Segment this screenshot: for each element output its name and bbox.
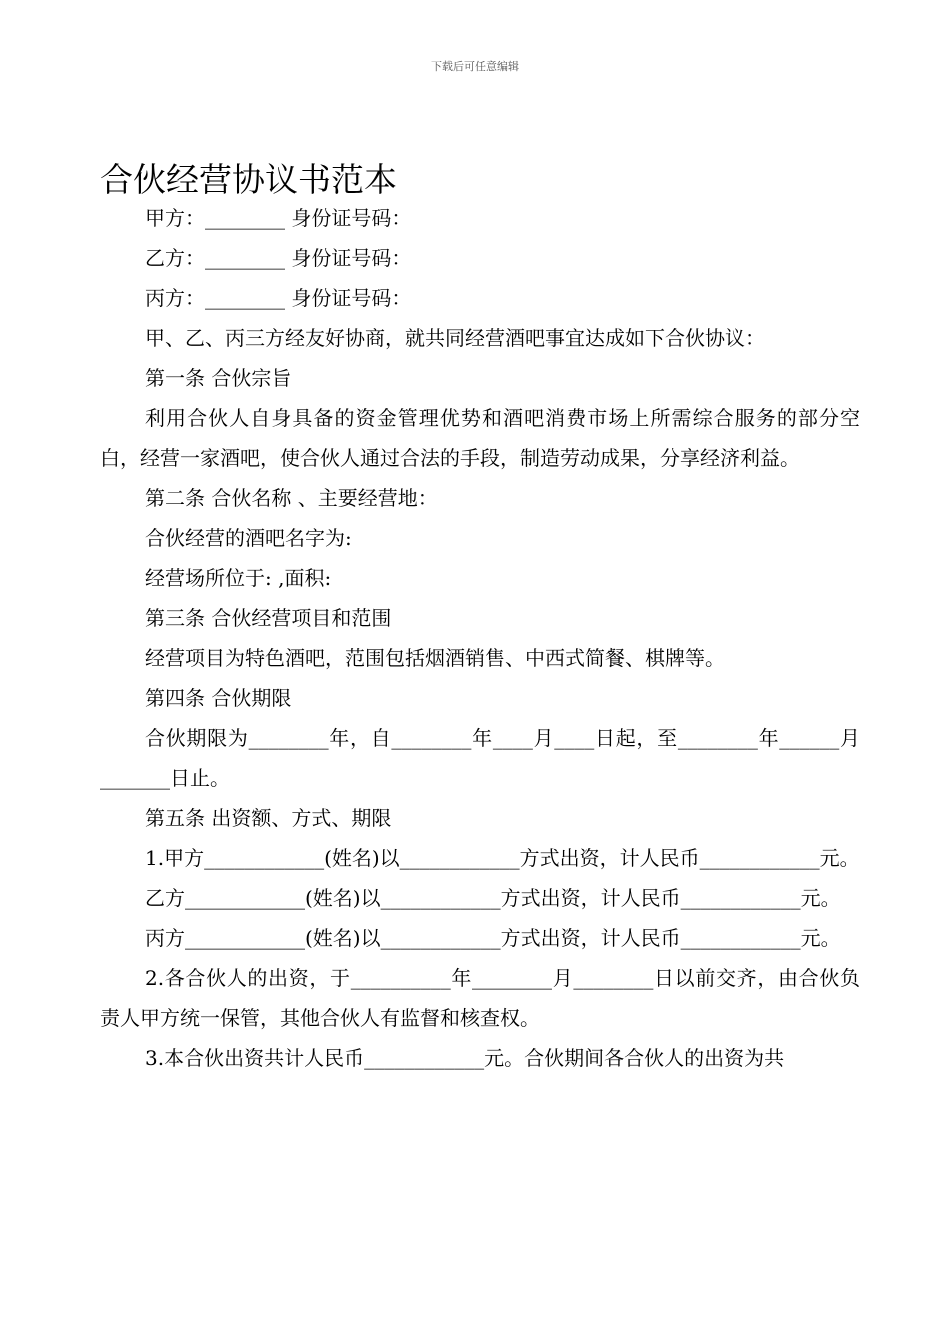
article-3-heading: 第三条 合伙经营项目和范围 <box>145 606 392 630</box>
party-c-line: 丙方：________ 身份证号码： <box>145 286 412 310</box>
location-line: 经营场所位于: ,面积: <box>145 566 332 590</box>
article-4-heading: 第四条 合伙期限 <box>145 686 292 710</box>
document-title: 合伙经营协议书范本 <box>100 160 397 199</box>
contribution-party-a: 1.甲方____________(姓名)以____________方式出资，计人民币____________元。 <box>145 846 860 870</box>
article-1-body: 利用合伙人自身具备的资金管理优势和酒吧消费市场上所需综合服务的部分空白，经营一家酒吧，使合伙人通过合法的手段，制造劳动成果，分享经济利益。 <box>100 406 860 470</box>
article-2-heading: 第二条 合伙名称 、主要经营地： <box>145 486 438 510</box>
contribution-party-b: 乙方____________(姓名)以____________方式出资，计人民币____________元。 <box>145 886 841 910</box>
page-header: 下载后可任意编辑 <box>431 60 519 73</box>
preamble-paragraph: 甲、乙、丙三方经友好协商，就共同经营酒吧事宜达成如下合伙协议： <box>145 326 765 350</box>
article-5-heading: 第五条 出资额、方式、期限 <box>145 806 392 830</box>
contribution-total: 3.本合伙出资共计人民币____________元。合伙期间各合伙人的出资为共 <box>145 1046 785 1070</box>
article-1-heading: 第一条 合伙宗旨 <box>145 366 292 390</box>
document-body <box>100 198 860 1078</box>
article-3-body: 经营项目为特色酒吧，范围包括烟酒销售、中西式简餐、棋牌等。 <box>145 646 725 670</box>
contribution-deadline: 2.各合伙人的出资，于__________年________月________日以前交齐，由合伙负责人甲方统一保管，其他合伙人有监督和核查权。 <box>100 966 860 1030</box>
bar-name-line: 合伙经营的酒吧名字为: <box>145 526 352 550</box>
article-4-body: 合伙期限为________年，自________年____月____日起，至________年______月_______日止。 <box>100 726 860 790</box>
party-a-line: 甲方：________ 身份证号码： <box>145 206 412 230</box>
party-b-line: 乙方：________ 身份证号码： <box>145 246 412 270</box>
contribution-party-c: 丙方____________(姓名)以____________方式出资，计人民币____________元。 <box>145 926 841 950</box>
